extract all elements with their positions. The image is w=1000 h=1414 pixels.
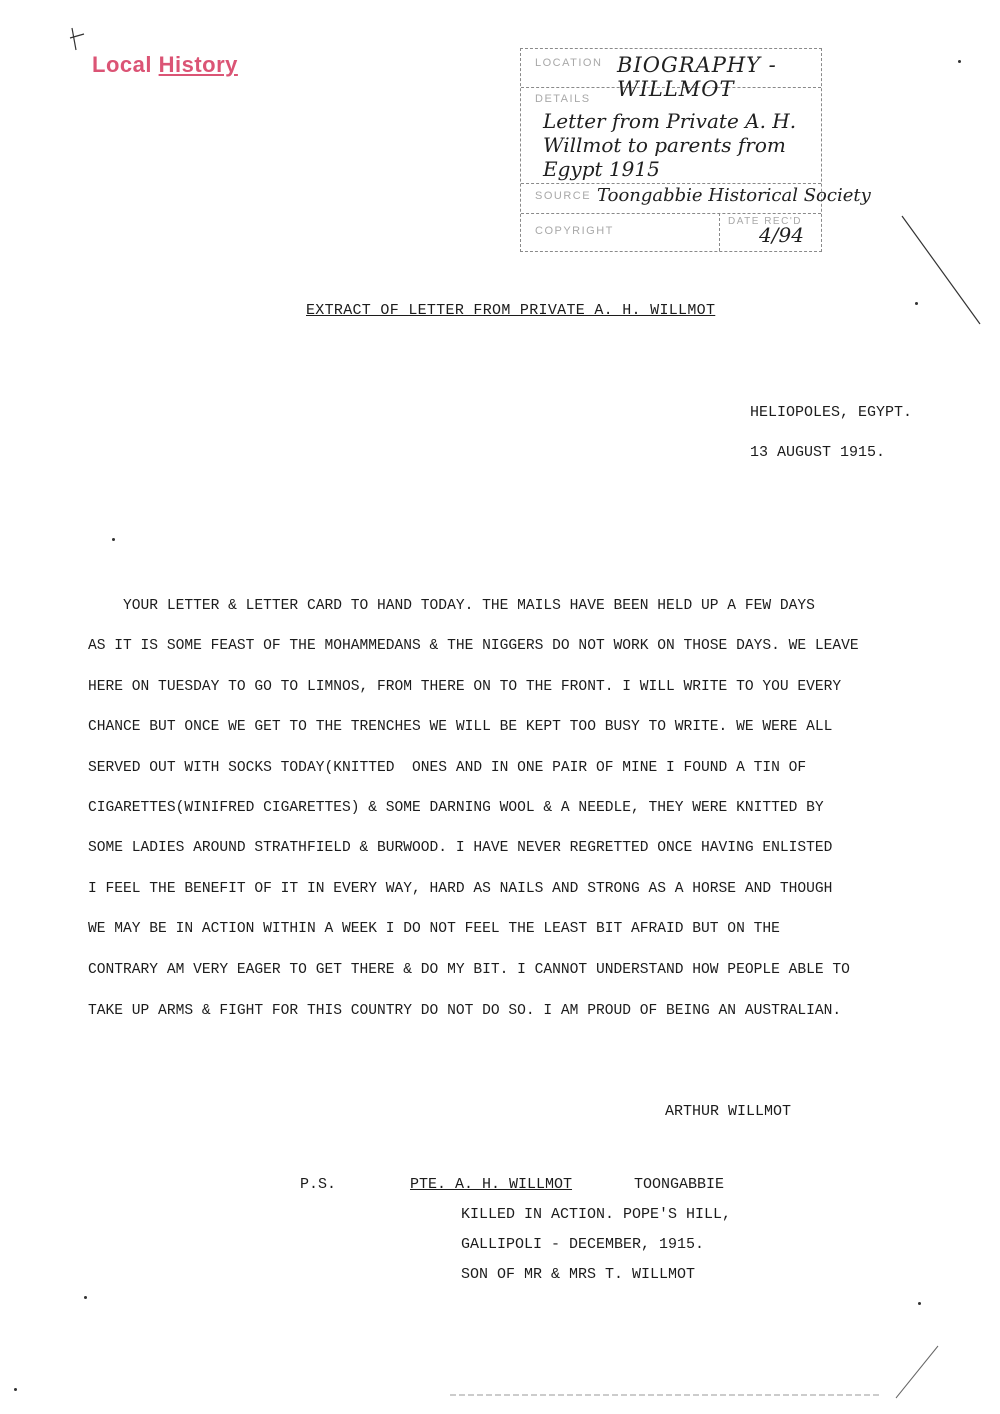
scan-line-bottom bbox=[450, 1392, 880, 1398]
postscript-line: GALLIPOLI - DECEMBER, 1915. bbox=[461, 1236, 705, 1253]
copyright-label: COPYRIGHT bbox=[535, 225, 614, 237]
source-label: SOURCE bbox=[535, 190, 592, 202]
body-line: I FEEL THE BENEFIT OF IT IN EVERY WAY, HARD AS NAILS AND STRONG AS A HORSE AND THOUGH bbox=[88, 881, 833, 897]
location-value: BIOGRAPHY - WILLMOT bbox=[617, 53, 777, 101]
body-line: YOUR LETTER & LETTER CARD TO HAND TODAY. THE MAILS HAVE BEEN HELD UP A FEW DAYS bbox=[88, 598, 815, 614]
source-row bbox=[521, 183, 871, 214]
body-line: CONTRARY AM VERY EAGER TO GET THERE & DO MY BIT. I CANNOT UNDERSTAND HOW PEOPLE ABLE TO bbox=[88, 962, 850, 978]
speck bbox=[112, 538, 115, 541]
stamp-word-history: History bbox=[158, 52, 238, 77]
body-line: HERE ON TUESDAY TO GO TO LIMNOS, FROM THERE ON TO THE FRONT. I WILL WRITE TO YOU EVERY bbox=[88, 679, 842, 695]
scan-line-bottom-right bbox=[892, 1342, 942, 1402]
copyright-row bbox=[521, 213, 821, 251]
postscript-line: KILLED IN ACTION. POPE'S HILL, bbox=[461, 1206, 732, 1223]
details-value: Letter from Private A. H. Willmot to parents from Egypt 1915 bbox=[543, 109, 797, 181]
date-received-label: DATE REC'D bbox=[728, 216, 802, 227]
body-line: CIGARETTES(WINIFRED CIGARETTES) & SOME DARNING WOOL & A NEEDLE, THEY WERE KNITTED BY bbox=[88, 800, 824, 816]
stamp-word-local: Local bbox=[92, 52, 152, 77]
body-line: CHANCE BUT ONCE WE GET TO THE TRENCHES WE WILL BE KEPT TOO BUSY TO WRITE. WE WERE ALL bbox=[88, 719, 833, 735]
postscript-line: SON OF MR & MRS T. WILLMOT bbox=[461, 1266, 696, 1283]
speck bbox=[958, 60, 961, 63]
archive-index-card bbox=[520, 48, 871, 252]
scan-mark-top-left bbox=[62, 24, 92, 54]
details-label: DETAILS bbox=[535, 93, 591, 105]
speck bbox=[84, 1296, 87, 1299]
letter-heading: EXTRACT OF LETTER FROM PRIVATE A. H. WILLMOT bbox=[306, 302, 716, 319]
body-line: TAKE UP ARMS & FIGHT FOR THIS COUNTRY DO NOT DO SO. I AM PROUD OF BEING AN AUSTRALIAN. bbox=[88, 1003, 842, 1019]
letter-date: 13 AUGUST 1915. bbox=[750, 444, 886, 461]
signature: ARTHUR WILLMOT bbox=[665, 1103, 792, 1120]
body-line: AS IT IS SOME FEAST OF THE MOHAMMEDANS & THE NIGGERS DO NOT WORK ON THOSE DAYS. WE LEAVE bbox=[88, 638, 859, 654]
postscript-name: PTE. A. H. WILLMOT bbox=[410, 1176, 573, 1193]
source-value: Toongabbie Historical Society bbox=[597, 185, 871, 206]
body-line: SERVED OUT WITH SOCKS TODAY(KNITTED ONES AND IN ONE PAIR OF MINE I FOUND A TIN OF bbox=[88, 760, 807, 776]
letter-place: HELIOPOLES, EGYPT. bbox=[750, 404, 913, 421]
location-label: LOCATION bbox=[535, 57, 603, 69]
date-received-value: 4/94 bbox=[759, 223, 804, 247]
speck bbox=[14, 1388, 17, 1391]
body-line: WE MAY BE IN ACTION WITHIN A WEEK I DO NOT FEEL THE LEAST BIT AFRAID BUT ON THE bbox=[88, 921, 780, 937]
details-row bbox=[521, 87, 821, 184]
body-line: SOME LADIES AROUND STRATHFIELD & BURWOOD. I HAVE NEVER REGRETTED ONCE HAVING ENLISTED bbox=[88, 840, 833, 856]
postscript-town: TOONGABBIE bbox=[634, 1176, 725, 1193]
speck bbox=[915, 302, 918, 305]
local-history-stamp bbox=[92, 52, 238, 78]
scan-line-right bbox=[900, 214, 985, 329]
postscript-label: P.S. bbox=[300, 1176, 337, 1193]
speck bbox=[918, 1302, 921, 1305]
